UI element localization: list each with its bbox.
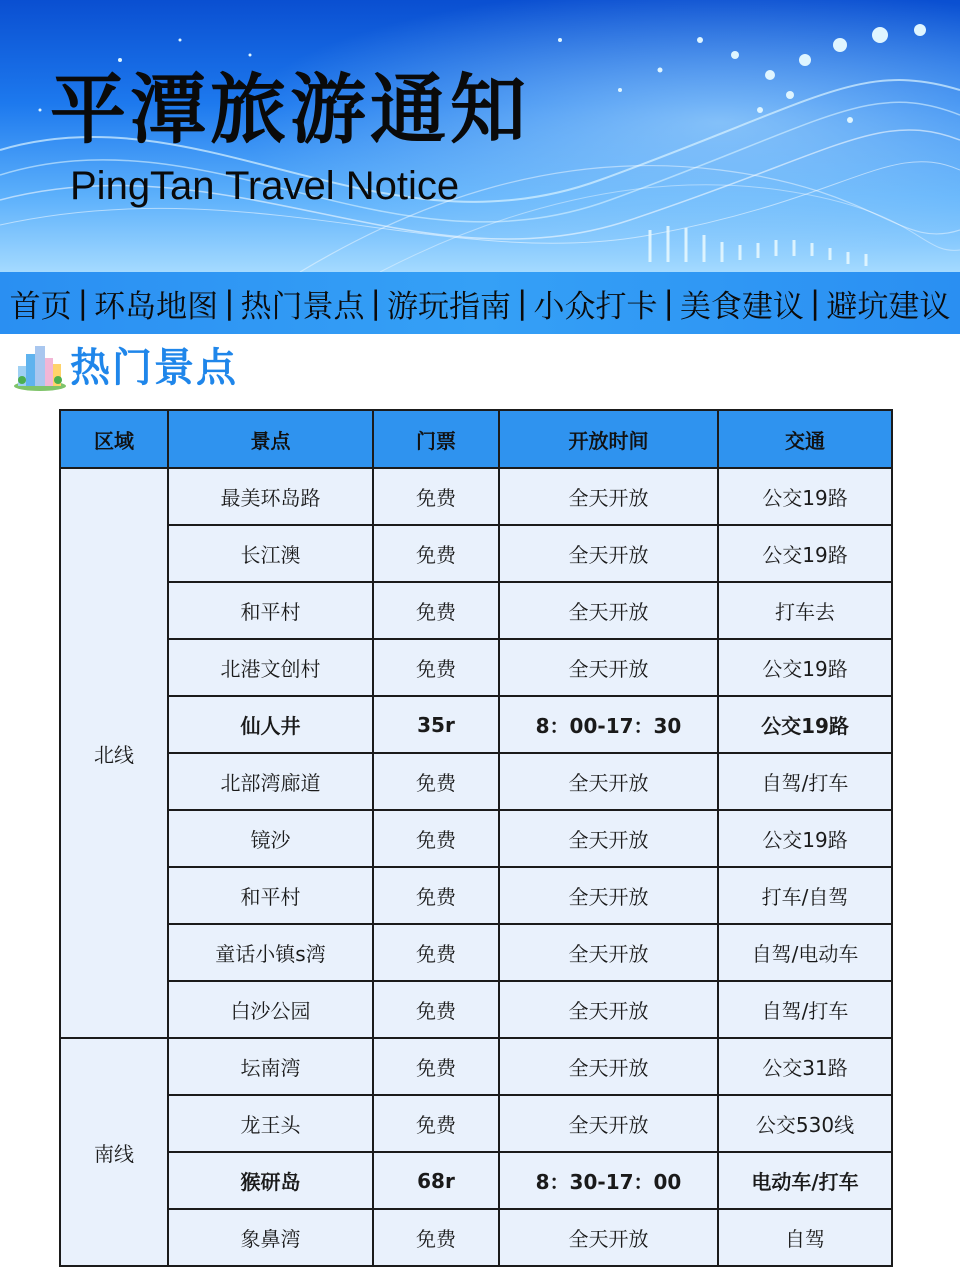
spot-cell: 和平村 xyxy=(168,867,373,924)
transport-cell: 自驾/电动车 xyxy=(718,924,892,981)
hours-cell: 全天开放 xyxy=(499,468,718,525)
nav-item-guide[interactable]: 游玩指南 xyxy=(387,288,511,325)
spot-cell: 童话小镇s湾 xyxy=(168,924,373,981)
table-row xyxy=(60,867,892,924)
spot-cell: 坛南湾 xyxy=(168,1038,373,1095)
ticket-cell: 免费 xyxy=(373,753,499,810)
table-row xyxy=(60,639,892,696)
hours-cell: 8：00-17：30 xyxy=(499,696,718,753)
spot-cell: 和平村 xyxy=(168,582,373,639)
ticket-cell: 免费 xyxy=(373,525,499,582)
table-row xyxy=(60,810,892,867)
hours-cell: 全天开放 xyxy=(499,1095,718,1152)
spot-cell: 镜沙 xyxy=(168,810,373,867)
ticket-cell: 68r xyxy=(373,1152,499,1209)
column-header-transport: 交通 xyxy=(718,410,892,468)
ticket-cell: 免费 xyxy=(373,1038,499,1095)
nav-item-niche-checkin[interactable]: 小众打卡 xyxy=(533,288,658,325)
ticket-cell: 免费 xyxy=(373,924,499,981)
hours-cell: 全天开放 xyxy=(499,981,718,1038)
nav-item-home[interactable]: 首页 xyxy=(9,288,72,325)
city-skyline-icon xyxy=(12,342,68,392)
transport-cell: 公交19路 xyxy=(718,468,892,525)
table-row xyxy=(60,753,892,810)
table-header-row xyxy=(60,410,892,468)
column-header-spot: 景点 xyxy=(168,410,373,468)
ticket-cell: 免费 xyxy=(373,867,499,924)
hours-cell: 全天开放 xyxy=(499,1038,718,1095)
spot-cell: 龙王头 xyxy=(168,1095,373,1152)
attractions-table xyxy=(59,409,893,1267)
spot-cell: 象鼻湾 xyxy=(168,1209,373,1266)
nav-item-pitfall-tips[interactable]: 避坑建议 xyxy=(826,288,951,325)
spot-cell: 长江澳 xyxy=(168,525,373,582)
transport-cell: 公交19路 xyxy=(718,525,892,582)
nav-separator: | xyxy=(224,285,235,321)
transport-cell: 公交19路 xyxy=(718,810,892,867)
ticket-cell: 35r xyxy=(373,696,499,753)
table-row-highlight xyxy=(60,696,892,753)
hours-cell: 全天开放 xyxy=(499,525,718,582)
nav-item-food-tips[interactable]: 美食建议 xyxy=(679,288,804,325)
table-row xyxy=(60,468,892,525)
hours-cell: 全天开放 xyxy=(499,753,718,810)
ticket-cell: 免费 xyxy=(373,582,499,639)
column-header-ticket: 门票 xyxy=(373,410,499,468)
section-title: 热门景点 xyxy=(70,345,238,391)
ticket-cell: 免费 xyxy=(373,981,499,1038)
transport-cell: 公交530线 xyxy=(718,1095,892,1152)
hours-cell: 全天开放 xyxy=(499,924,718,981)
column-header-region: 区域 xyxy=(60,410,168,468)
ticket-cell: 免费 xyxy=(373,1209,499,1266)
region-cell-south: 南线 xyxy=(60,1038,168,1266)
table-row-highlight xyxy=(60,1152,892,1209)
table-row xyxy=(60,582,892,639)
table-row xyxy=(60,924,892,981)
spot-cell: 北港文创村 xyxy=(168,639,373,696)
top-nav xyxy=(0,272,960,334)
page-subtitle: PingTan Travel Notice xyxy=(70,164,460,208)
spot-cell: 仙人井 xyxy=(168,696,373,753)
region-cell-north: 北线 xyxy=(60,468,168,1038)
hours-cell: 全天开放 xyxy=(499,867,718,924)
ticket-cell: 免费 xyxy=(373,468,499,525)
ticket-cell: 免费 xyxy=(373,639,499,696)
table-row xyxy=(60,1038,892,1095)
spot-cell: 最美环岛路 xyxy=(168,468,373,525)
transport-cell: 公交31路 xyxy=(718,1038,892,1095)
column-header-hours: 开放时间 xyxy=(499,410,718,468)
nav-separator: | xyxy=(77,285,89,321)
nav-separator: | xyxy=(517,285,528,321)
transport-cell: 公交19路 xyxy=(718,639,892,696)
hours-cell: 8：30-17：00 xyxy=(499,1152,718,1209)
nav-item-hot-spots[interactable]: 热门景点 xyxy=(240,288,365,325)
transport-cell: 自驾 xyxy=(718,1209,892,1266)
spot-cell: 白沙公园 xyxy=(168,981,373,1038)
hours-cell: 全天开放 xyxy=(499,810,718,867)
transport-cell: 打车/自驾 xyxy=(718,867,892,924)
ticket-cell: 免费 xyxy=(373,1095,499,1152)
table-row xyxy=(60,1095,892,1152)
transport-cell: 打车去 xyxy=(718,582,892,639)
hours-cell: 全天开放 xyxy=(499,582,718,639)
transport-cell: 公交19路 xyxy=(718,696,892,753)
transport-cell: 自驾/打车 xyxy=(718,753,892,810)
table-row xyxy=(60,981,892,1038)
header-banner xyxy=(0,0,960,272)
spot-cell: 北部湾廊道 xyxy=(168,753,373,810)
hours-cell: 全天开放 xyxy=(499,639,718,696)
nav-item-island-map[interactable]: 环岛地图 xyxy=(94,288,219,325)
ticket-cell: 免费 xyxy=(373,810,499,867)
table-row xyxy=(60,1209,892,1266)
nav-separator: | xyxy=(809,285,821,321)
table-row xyxy=(60,525,892,582)
nav-separator: | xyxy=(663,285,674,321)
page-title: 平潭旅游通知 xyxy=(50,65,530,154)
hours-cell: 全天开放 xyxy=(499,1209,718,1266)
spot-cell: 猴研岛 xyxy=(168,1152,373,1209)
nav-separator: | xyxy=(370,285,381,321)
transport-cell: 自驾/打车 xyxy=(718,981,892,1038)
transport-cell: 电动车/打车 xyxy=(718,1152,892,1209)
